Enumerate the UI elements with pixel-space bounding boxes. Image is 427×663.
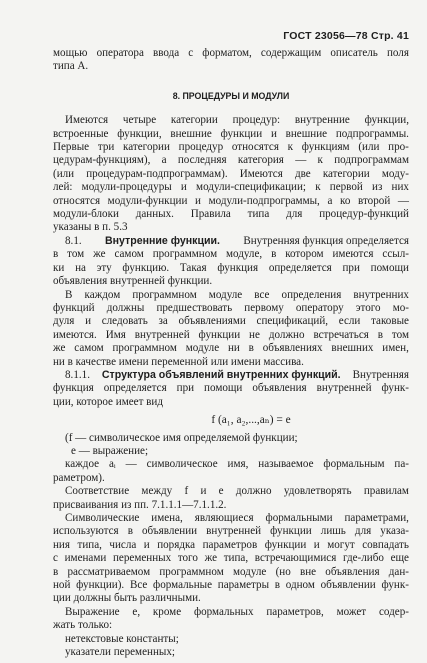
text-line: лей: модули-процедуры и модули-спецификации; к первой из них [53, 181, 409, 194]
text-line: с именами переменных того же типа, встречающимися где-либо еще [53, 552, 409, 565]
text-line: встроенные функции, внешние функции и внешние подпрограммы. [53, 127, 409, 140]
text-line: Соответствие между f и e должно удовлетворять правилам [65, 485, 409, 498]
text-line: ной функции). Все формальные параметры в одном объявлении функ- [53, 579, 409, 592]
text-line: дуля и следовать за объявлениями спецификаций, если таковые [53, 315, 409, 328]
text-line: же самом программном модуле ни в объявлениях внешних имен, [53, 342, 409, 355]
text-line: функций должны предшествовать первому оператору этого мо- [53, 301, 409, 314]
text-line: (или процедурам-подпрограммам). Имеются две категории моду- [53, 167, 409, 180]
clause-title: Структура объявлений внутренних функций. [101, 368, 341, 381]
text-line: ни в качестве имени переменной или имени массива. [53, 355, 304, 368]
definition-line: раметром). [53, 471, 105, 484]
text-span: Внутренняя функция определяется [243, 234, 409, 247]
definition-line: (f — символическое имя определяемой функции; [65, 431, 298, 444]
text-line: В каждом программном модуле все определения внутренних [65, 288, 409, 301]
text-line: функция определяется при помощи объявления внутренней функ- [53, 382, 409, 395]
list-item: нетекстовые константы; [65, 632, 179, 645]
text-span: Внутренняя [352, 368, 409, 381]
definition-line: e — выражение; [71, 444, 149, 457]
text-line: Первые три категории процедур относятся к функциям (или про- [53, 141, 409, 154]
text-line: в том же самом программном модуле, в котором имеются ссыл- [53, 248, 409, 261]
text-line: цедурам-функциям), а последняя категория — к подпрограммам [53, 154, 409, 167]
text-line: указаны в п. 5.3 [53, 221, 128, 234]
clause-number: 8.1.1. [65, 368, 90, 381]
text-line: ки на эту функцию. Такая функция определяется при помощи [53, 261, 409, 274]
text-line: модули-блоки данных. Правила типа для процедур-функций [53, 208, 409, 221]
clause-8-1-1 [53, 369, 409, 382]
text-line: мощью оператора ввода с форматом, содержащим описатель поля [53, 47, 409, 59]
text-line: типа А. [53, 60, 89, 73]
clause-title: Внутренние функции. [104, 234, 220, 247]
text-line: имеются. Имя внутренней функции не должно встречаться в том [53, 328, 409, 341]
text-line: жать только: [53, 619, 113, 632]
text-line: объявления внутренней функции. [53, 275, 213, 288]
clause-number: 8.1. [65, 234, 82, 247]
text-line: ции, которое имеет вид [53, 395, 164, 408]
clause-8-1 [53, 235, 409, 248]
text-line: Выражение e, кроме формальных параметров, может содер- [65, 605, 409, 618]
page-body [53, 47, 409, 659]
text-line: ции должны быть различными. [53, 592, 201, 605]
running-head: ГОСТ 23056—78 Стр. 41 [283, 30, 409, 42]
text-line: присваивания из пп. 7.1.1.1—7.1.1.2. [53, 498, 227, 511]
text-line: ния типа, числа и порядка параметров функции и могут совпадать [53, 538, 409, 551]
formula: f (a₁, a₂,...,aₙ) = e [211, 414, 291, 427]
text-line: Символические имена, являющиеся формальными параметрами, [65, 512, 409, 524]
text-line: относятся модули-функции и модули-подпрограммы, а ко второй — [53, 194, 409, 207]
list-item: указатели переменных; [65, 646, 175, 659]
section-heading: 8. ПРОЦЕДУРЫ И МОДУЛИ [172, 90, 290, 101]
text-line: в рассматриваемом программном модуле (но вне объявления дан- [53, 565, 409, 578]
text-line: используются в объявлении внутренней функции лишь для указа- [53, 525, 409, 538]
definition-line: каждое aᵢ — символическое имя, называемое формальным па- [65, 458, 409, 471]
text-line: Имеются четыре категории процедур: внутренние функции, [65, 114, 409, 127]
